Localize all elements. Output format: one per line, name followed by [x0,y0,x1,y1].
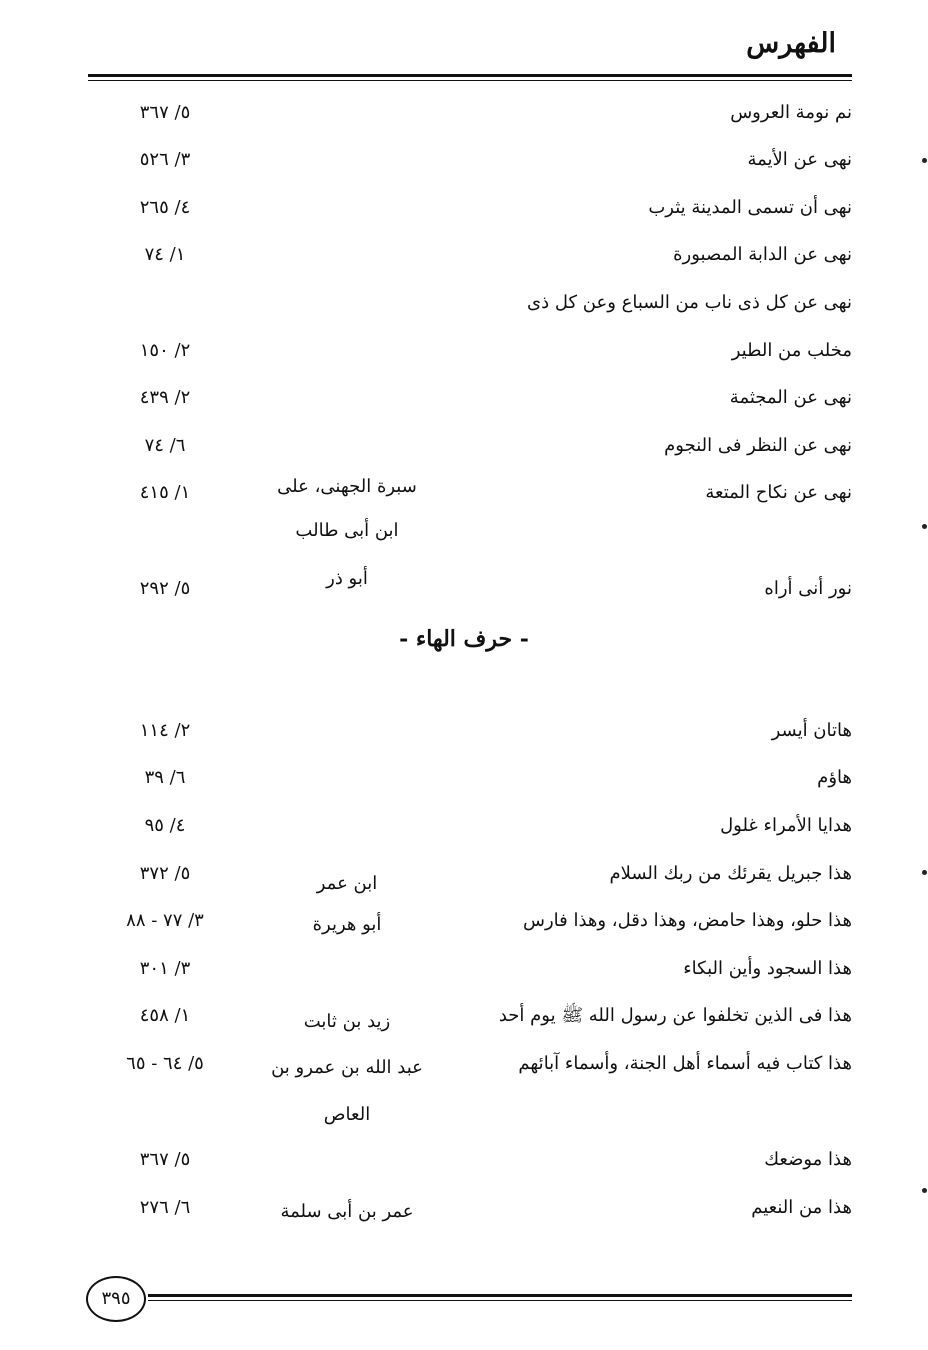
index-row [0,763,928,799]
hadith-text: هذا السجود وأين البكاء [683,958,852,979]
reference: ٥/ ٣٦٧ [139,102,191,123]
hadith-text: هذا حلو، وهذا حامض، وهذا دقل، وهذا فارس [522,910,852,931]
scan-speck [922,524,927,529]
reference: ٦/ ٧٤ [144,435,186,456]
hadith-text: نهى عن الدابة المصبورة [673,244,852,265]
reference: ٣/ ٥٢٦ [139,149,191,170]
hadith-text: نهى عن الأيمة [747,149,852,170]
hadith-text: هذا من النعيم [751,1197,852,1218]
reference: ٢/ ١٥٠ [139,340,191,361]
hadith-text: هاتان أيسر [771,720,852,741]
reference: ٤/ ٩٥ [144,815,186,836]
hadith-text: هذا موضعك [764,1149,852,1170]
narrator: سبرة الجهنى، على [277,476,417,497]
hadith-text: نهى عن نكاح المتعة [705,482,852,503]
reference: ٣/ ٧٧ - ٨٨ [126,910,204,931]
narrator: ابن أبى طالب [295,520,399,541]
narrator: عبد الله بن عمرو بن [271,1057,423,1078]
reference: ١/ ٤٥٨ [139,1005,191,1026]
reference: ١/ ٧٤ [144,244,186,265]
narrator: ابن عمر [316,873,378,894]
index-row [0,859,928,895]
scan-speck [922,158,927,163]
scan-speck [922,870,927,875]
index-row [0,954,928,990]
footer-rule-thick [148,1294,852,1297]
reference: ٦/ ٢٧٦ [139,1197,191,1218]
index-row [0,1001,928,1037]
narrator: زيد بن ثابت [303,1011,391,1032]
index-row [0,1049,928,1085]
index-row [0,1145,928,1181]
scan-speck [922,1188,927,1193]
reference: ٥/ ٦٤ - ٦٥ [126,1053,204,1074]
hadith-text: هذا فى الذين تخلفوا عن رسول الله ﷺ يوم أحد [498,1005,852,1026]
reference: ٢/ ٤٣٩ [139,387,191,408]
hadith-text: نهى أن تسمى المدينة يثرب [648,197,852,218]
hadith-text: هاؤم [817,767,852,788]
hadith-text: هذا جبريل يقرئك من ربك السلام [609,863,852,884]
hadith-text: نهى عن كل ذى ناب من السباع وعن كل ذى [527,292,852,313]
hadith-text: نم نومة العروس [730,102,852,123]
reference: ٥/ ٣٧٢ [139,863,191,884]
narrator: عمر بن أبى سلمة [280,1201,414,1222]
hadith-text: نهى عن المجثمة [729,387,852,408]
hadith-text: نهى عن النظر فى النجوم [664,435,852,456]
index-row [0,716,928,752]
reference: ٣/ ٣٠١ [139,958,191,979]
reference: ٢/ ١١٤ [139,720,191,741]
reference: ٤/ ٢٦٥ [139,197,191,218]
hadith-text: هدايا الأمراء غلول [720,815,852,836]
section-heading: - حرف الهاء - [399,626,529,652]
hadith-text: مخلب من الطير [731,340,852,361]
reference: ٥/ ٣٦٧ [139,1149,191,1170]
footer-rule-thin [148,1300,852,1301]
index-row [0,811,928,847]
index-row [0,906,928,942]
page-header-title: الفهرس [746,28,836,59]
reference: ٥/ ٢٩٢ [139,578,191,599]
page-number: ٣٩٥ [86,1276,146,1322]
reference: ٦/ ٣٩ [144,767,186,788]
narrator: العاص [323,1104,371,1125]
narrator: أبو ذر [326,568,368,589]
narrator: أبو هريرة [312,914,382,935]
index-row [0,1193,928,1229]
hadith-text: هذا كتاب فيه أسماء أهل الجنة، وأسماء آبائهم [518,1053,852,1074]
hadith-text: نور أنى أراه [764,578,852,599]
index-row [0,1100,928,1136]
reference: ١/ ٤١٥ [139,482,191,503]
